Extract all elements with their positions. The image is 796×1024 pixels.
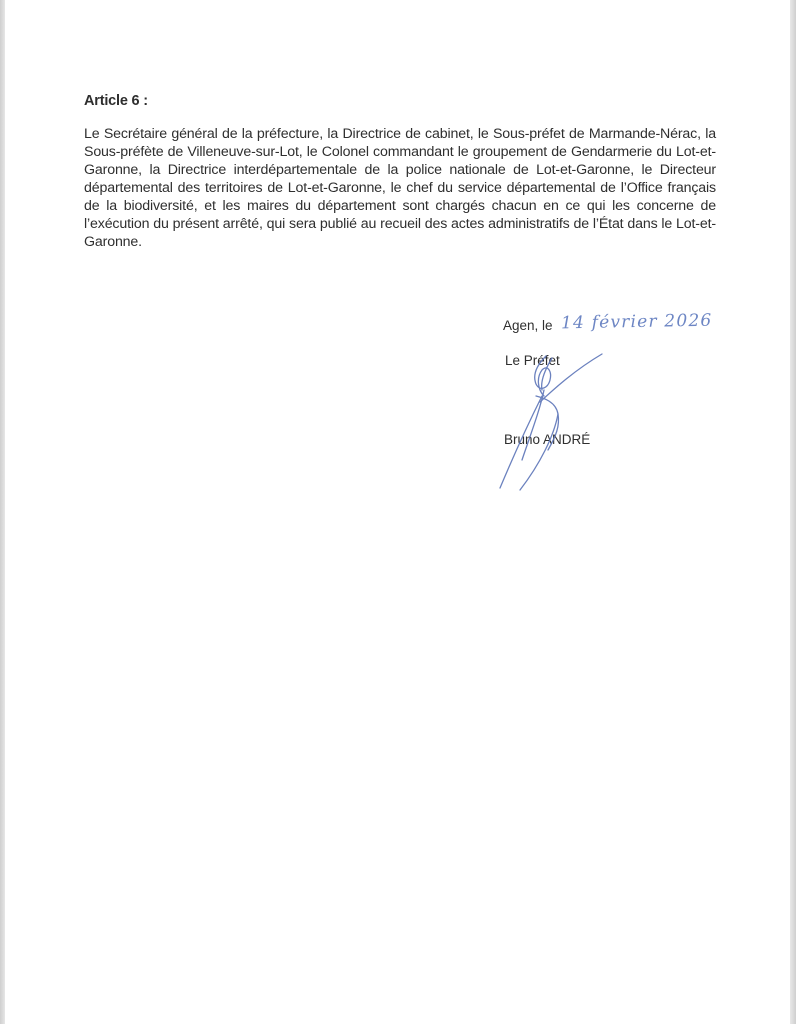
page-edge-right	[790, 0, 796, 1024]
place-label: Agen, le	[503, 318, 553, 333]
handwritten-signature	[480, 340, 620, 500]
article-body: Le Secrétaire général de la préfecture, la Directrice de cabinet, le Sous-préfet de Marmande-Nérac, la Sous-préfète de Villeneuve-sur-Lot, le Colonel commandant le groupement de Gendarmerie du Lot-et-Garonne, la Directrice interdépartementale de la police nationale de Lot-et-Garonne, le Directeur départemental des territoires de Lot-et-Garonne, le chef du service départemental de l’Office français de la biodiversité, et les maires du département sont chargés chacun en ce qui les concerne de l’exécution du présent arrêté, qui sera publié au recueil des actes administratifs de l’État dans le Lot-et-Garonne.	[84, 126, 716, 250]
role-label: Le Préfet	[505, 353, 560, 368]
handwritten-date: 14 février 2026	[560, 310, 713, 334]
article-heading: Article 6 :	[84, 93, 148, 109]
page-edge-left	[0, 0, 5, 1024]
signer-name: Bruno ANDRÉ	[504, 432, 591, 447]
